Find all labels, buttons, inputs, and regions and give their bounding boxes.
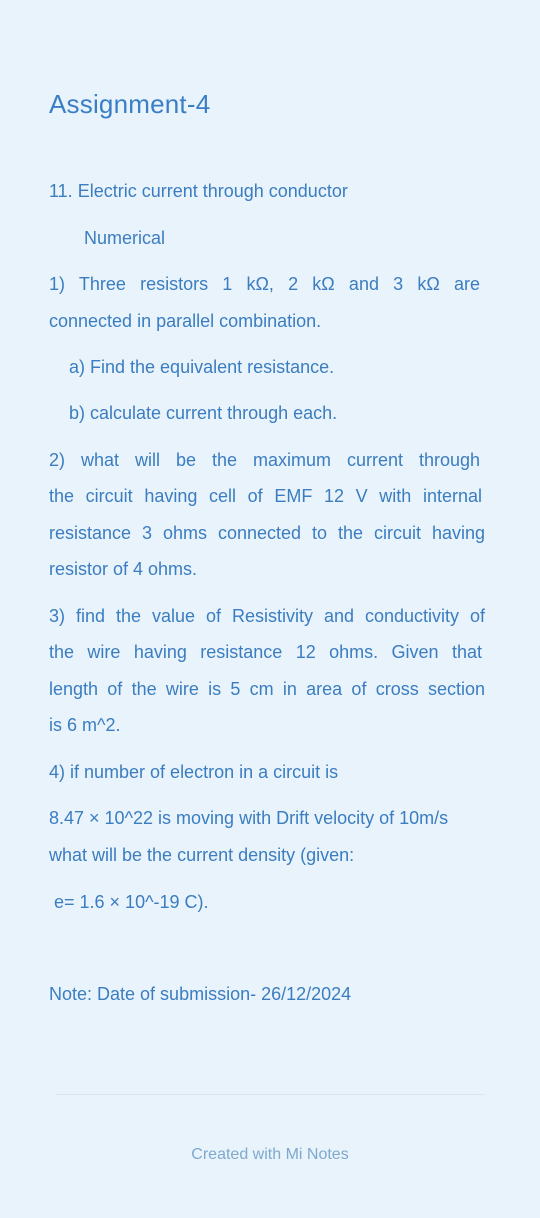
question-3-line-3[interactable]: length of the wire is 5 cm in area of cross section	[49, 679, 485, 699]
question-1-line-2[interactable]: connected in parallel combination.	[49, 311, 322, 331]
question-3-line-2[interactable]: the wire having resistance 12 ohms. Given that	[49, 642, 482, 662]
section-label[interactable]: Numerical	[84, 228, 166, 248]
created-with-label: Created with Mi Notes	[191, 1146, 349, 1163]
submission-note[interactable]: Note: Date of submission- 26/12/2024	[49, 984, 352, 1004]
question-1-part-a[interactable]: a) Find the equivalent resistance.	[69, 357, 335, 377]
question-2-line-2[interactable]: the circuit having cell of EMF 12 V with internal	[49, 486, 482, 506]
question-4-line-3[interactable]: what will be the current density (given:	[49, 845, 355, 865]
question-3-line-4[interactable]: is 6 m^2.	[49, 715, 121, 735]
note-title[interactable]: Assignment-4	[49, 89, 211, 119]
question-1-line-1[interactable]: 1) Three resistors 1 kΩ, 2 kΩ and 3 kΩ are	[49, 274, 480, 294]
question-2-line-4[interactable]: resistor of 4 ohms.	[49, 559, 198, 579]
chapter-heading[interactable]: 11. Electric current through conductor	[49, 181, 348, 201]
question-4-line-4[interactable]: e= 1.6 × 10^-19 C).	[49, 892, 209, 912]
question-2-line-1[interactable]: 2) what will be the maximum current through	[49, 450, 480, 470]
question-2-line-3[interactable]: resistance 3 ohms connected to the circuit having	[49, 523, 485, 543]
question-3-line-1[interactable]: 3) find the value of Resistivity and conductivity of	[49, 606, 485, 626]
footer-divider	[55, 1094, 485, 1095]
question-4-line-2[interactable]: 8.47 × 10^22 is moving with Drift velocity of 10m/s	[49, 808, 449, 828]
question-4-line-1[interactable]: 4) if number of electron in a circuit is	[49, 762, 339, 782]
question-1-part-b[interactable]: b) calculate current through each.	[69, 403, 338, 423]
